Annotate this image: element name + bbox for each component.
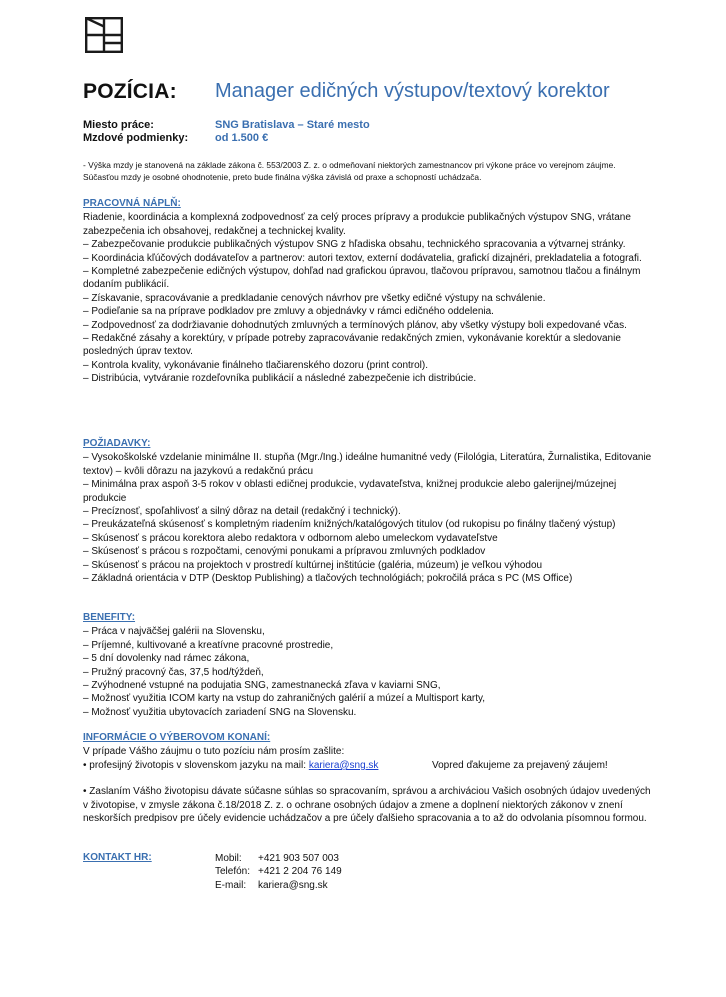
selection-intro: V prípade Vášho záujmu o tuto pozíciu nám prosím zašlite: [83,746,345,758]
duty-item: – Redakčné zásahy a korektúry, v prípade potreby zapracovávanie redakčných zmien, vykonávanie korektúr a sledovanie posledných úprav textov. [83,333,621,358]
requirement-item: – Preukázateľná skúsenosť s kompletným riadením knižných/katalógových titulov (od rukopisu po finálny tlačený výstup) [83,519,616,531]
salary-label: Mzdové podmienky: [83,132,189,144]
requirements-list [83,451,653,585]
sng-logo [85,17,123,53]
duty-item: – Koordinácia kľúčových dodávateľov a partnerov: autori textov, externí dodávatelia, grafickí dizajnéri, prekladatelia a fotografi. [83,252,642,264]
requirement-item: – Skúsenosť s prácou s rozpočtami, cenovými ponukami a prípravou zmluvných podkladov [83,546,486,558]
duty-item: – Distribúcia, vytváranie rozdeľovníka publikácií a následné zabezpečenie ich distribúcie. [83,373,477,385]
benefits-section [83,611,653,719]
benefit-item: – Zvýhodnené vstupné na podujatia SNG, zamestnanecká zľava v kaviarni SNG, [83,680,441,692]
duty-item: – Kompletné zabezpečenie edičných výstupov, dohľad nad grafickou úpravou, tlačovou prípravou, samotnou tlačou a finálnym dodaním publikácií. [83,266,641,291]
contact-value: kariera@sng.sk [258,879,328,891]
requirement-item: – Minimálna prax aspoň 3-5 rokov v oblasti edičnej produkcie, vydavateľstva, knižnej produkcie alebo galerijnej/múzejnej produkcie [83,479,617,504]
duty-item: Riadenie, koordinácia a komplexná zodpovednosť za celý proces prípravy a produkcie publikačných výstupov SNG, vrátane zabezpečenia ich obsahovej, redakčnej a technickej kvality. [83,212,631,237]
requirement-item: – Skúsenosť s prácou korektora alebo redaktora v odbornom alebo umeleckom vydavateľstve [83,532,498,544]
benefit-item: – Možnosť využitia ubytovacích zariadení SNG na Slovensku. [83,706,357,718]
position-label: POZÍCIA: [83,80,177,103]
cv-instruction [83,759,378,772]
duties-section [83,197,653,386]
duty-item: – Podieľanie sa na príprave podkladov pre zmluvy a objednávky v rámci edičného oddelenia. [83,306,494,318]
selection-heading: INFORMÁCIE O VÝBEROVOM KONANÍ: [83,732,271,743]
duty-item: – Kontrola kvality, vykonávanie finálneho tlačiarenského dozoru (print control). [83,359,428,371]
benefits-list [83,625,653,719]
benefits-heading: BENEFITY: [83,612,136,623]
benefit-item: – Príjemné, kultivované a kreatívne pracovné prostredie, [83,639,334,651]
gdpr-consent: • Zaslaním Vášho životopisu dávate súčasne súhlas so spracovaním, správou a archiváciou Vašich osobných údajov uvedených v životopise, v zmysle zákona č.18/2018 Z. z. o ochrane osobných údajov a zmene a doplnení niektorých zákonov v znení neskorších predpisov pre účely evidencie uchádzačov a pre účely ďalšieho spracovania a to až do odvolania písomnou formou. [83,786,651,825]
contact-row-email [215,879,475,892]
duty-item: – Získavanie, spracovávanie a predkladanie cenových návrhov pre všetky edičné výstupy na schválenie. [83,292,546,304]
duties-heading: PRACOVNÁ NÁPLŇ: [83,198,181,209]
contact-label: E-mail: [215,879,247,891]
salary-value: od 1.500 € [215,132,269,144]
place-label: Miesto práce: [83,119,154,131]
requirements-section [83,437,653,585]
job-meta [83,119,483,145]
requirement-item: – Skúsenosť s prácou na projektoch v prostredí kultúrnej inštitúcie (galéria, múzeum) je veľkou výhodou [83,559,543,571]
requirement-item: – Precíznosť, spoľahlivosť a silný dôraz na detail (redakčný i technický). [83,506,401,518]
duties-list [83,211,653,385]
cv-line-text: • profesijný životopis v slovenskom jazyku na mail: [83,759,309,771]
benefit-item: – Práca v najväčšej galérii na Slovensku, [83,626,265,638]
contact-row-mobile [215,852,475,865]
contact-row-phone [215,865,475,878]
contact-label: Mobil: [215,853,242,864]
duty-item: – Zodpovednosť za dodržiavanie dohodnutých zmluvných a termínových plánov, aby všetky výstupy boli expedované včas. [83,319,627,331]
thanks-text: Vopred ďakujeme za prejavený záujem! [432,759,608,771]
salary-note: - Výška mzdy je stanovená na základe zákona č. 553/2003 Z. z. o odmeňovaní niektorých zamestnancov pri výkone práce vo verejnom záujme. Súčasťou mzdy je osobné ohodnotenie, preto bude finálna výška závislá od praxe a schopností uchádzača. [83,160,616,182]
benefit-item: – Pružný pracovný čas, 37,5 hod/týždeň, [83,666,264,678]
contact-value: +421 903 507 003 [258,853,339,864]
position-title: Manager edičných výstupov/textový korektor [215,80,610,102]
contact-value: +421 2 204 76 149 [258,866,342,878]
benefit-item: – Možnosť využitia ICOM karty na vstup do zahraničných galérií a múzeí a Multisport karty, [83,693,486,705]
place-value: SNG Bratislava – Staré mesto [215,119,370,131]
requirement-item: – Vysokoškolské vzdelanie minimálne II. stupňa (Mgr./Ing.) ideálne humanitné vedy (Filológia, Literatúra, Žurnalistika, Editovanie textov) – kvôli dôrazu na jazykovú a redakčnú prácu [83,452,652,477]
benefit-item: – 5 dní dovolenky nad rámec zákona, [83,653,250,665]
contact-heading: KONTAKT HR: [83,852,152,863]
duty-item: – Zabezpečovanie produkcie publikačných výstupov SNG z hľadiska obsahu, technického spracovania a výtvarnej stránky. [83,239,626,251]
selection-section [83,731,653,825]
requirements-heading: POŽIADAVKY: [83,438,151,449]
email-link[interactable]: kariera@sng.sk [308,759,379,771]
apply-row [83,759,653,772]
requirement-item: – Základná orientácia v DTP (Desktop Publishing) a tlačových technológiách; pokročilá práca s PC (MS Office) [83,573,573,585]
contact-label: Telefón: [215,866,251,878]
